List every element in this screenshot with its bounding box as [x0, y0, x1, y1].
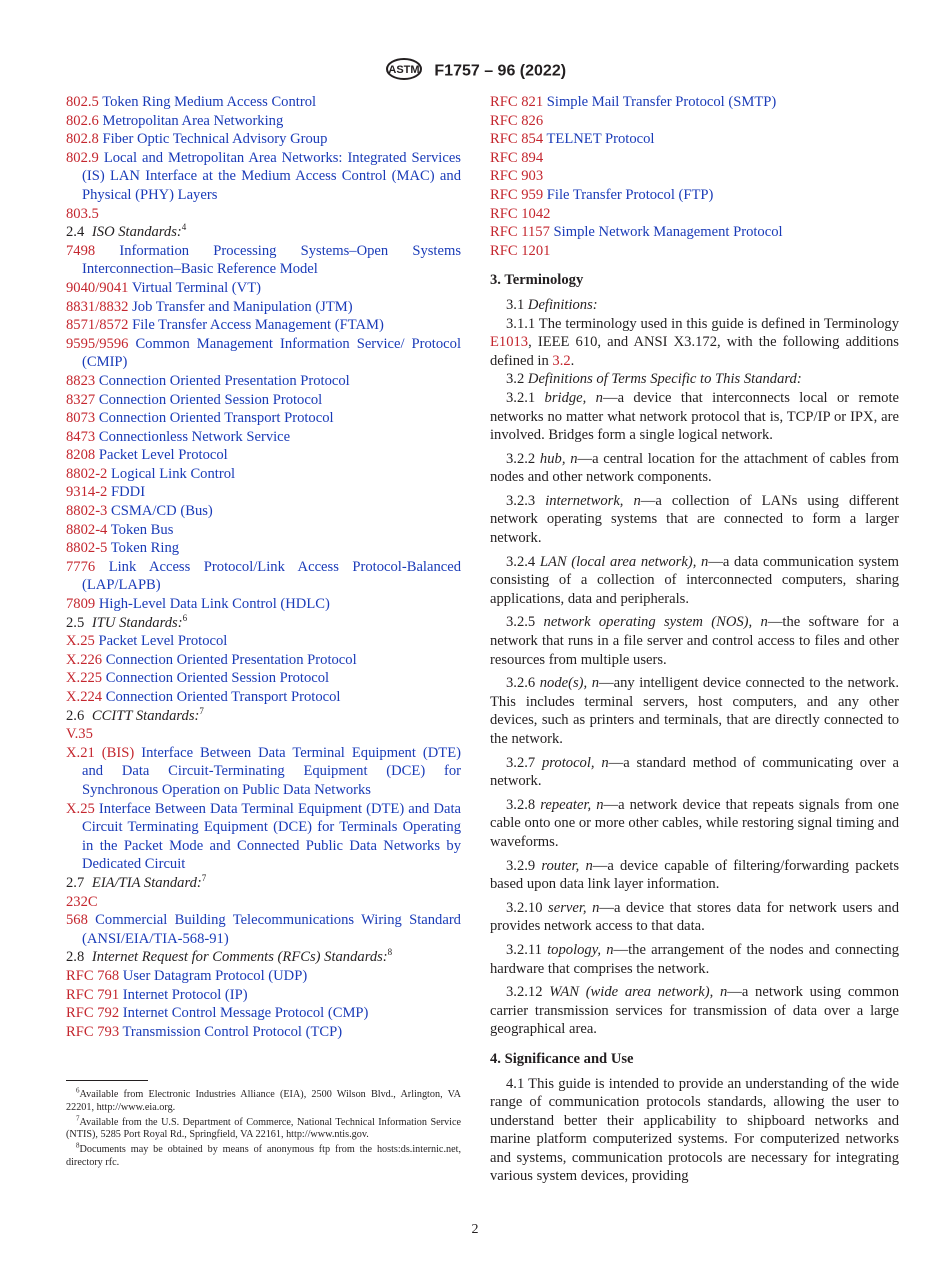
footnote [66, 1141, 461, 1170]
reference-item [66, 651, 461, 670]
reference-item [490, 167, 899, 186]
reference-item [66, 967, 461, 986]
term-definition [490, 754, 899, 791]
reference-title[interactable]: Information Processing Systems–Open Systems Interconnection–Basic Reference Model [82, 242, 461, 278]
reference-title[interactable]: Metropolitan Area Networking [102, 112, 284, 129]
reference-item [490, 130, 899, 149]
reference-number[interactable]: 232C [66, 893, 98, 910]
ieee-reference-list [66, 93, 461, 223]
reference-title[interactable]: Internet Protocol (IP) [122, 986, 248, 1003]
eia-reference-list [66, 893, 461, 949]
reference-number[interactable]: RFC 792 [66, 1005, 120, 1022]
reference-number[interactable]: 9595/9596 [66, 335, 129, 352]
reference-item [490, 223, 899, 242]
term-text: —a central location for the attachment of cables from nodes and other network components. [490, 450, 899, 486]
term-definitions [490, 389, 899, 1039]
reference-item [66, 391, 461, 410]
reference-item [66, 669, 461, 688]
iso-reference-list [66, 242, 461, 614]
reference-title[interactable]: High-Level Data Link Control (HDLC) [98, 596, 330, 613]
reference-number[interactable]: 803.5 [66, 205, 99, 222]
reference-item [66, 279, 461, 298]
reference-number[interactable]: RFC 1157 [490, 224, 550, 241]
term-number: 3.2.12 [506, 984, 543, 1001]
reference-title[interactable]: Connectionless Network Service [98, 428, 291, 445]
reference-title[interactable]: Fiber Optic Technical Advisory Group [102, 131, 328, 148]
reference-item [66, 298, 461, 317]
term-number: 3.2.9 [506, 857, 536, 874]
reference-item [490, 112, 899, 131]
reference-number[interactable]: 8073 [66, 410, 96, 427]
footnote-marker: 8 [76, 1141, 80, 1150]
e1013-link[interactable]: E1013 [490, 334, 529, 351]
reference-number[interactable]: 8823 [66, 372, 96, 389]
reference-title[interactable]: Simple Mail Transfer Protocol (SMTP) [546, 94, 777, 110]
term-definition [490, 389, 899, 445]
reference-title[interactable]: Connection Oriented Presentation Protocol [105, 651, 357, 668]
term-text: —a collection of LANs using different network operating systems that are connected to form a larger network. [490, 492, 899, 547]
footnote-text: Available from Electronic Industries Alliance (EIA), 2500 Wilson Blvd., Arlington, VA 22201, http://www.eia.org. [66, 1089, 461, 1113]
reference-number[interactable]: 7498 [66, 242, 96, 259]
term-text: —a network using common carrier transmission services for transmission of data over a large geographical area. [490, 984, 899, 1038]
reference-number[interactable]: RFC 768 [66, 967, 120, 984]
reference-item [66, 372, 461, 391]
footnotes [66, 1080, 461, 1172]
reference-title[interactable]: Token Ring [110, 540, 180, 557]
term-number: 3.2.10 [506, 899, 543, 916]
reference-number[interactable]: 8802-3 [66, 503, 108, 520]
reference-item [490, 205, 899, 224]
reference-title[interactable]: CSMA/CD (Bus) [111, 503, 213, 520]
term-number: 3.2.5 [506, 614, 536, 631]
term-number: 3.2.11 [506, 941, 542, 958]
reference-number[interactable]: 802.9 [66, 149, 99, 166]
term-definition [490, 674, 899, 748]
reference-number[interactable]: RFC 793 [66, 1023, 120, 1040]
reference-item [66, 1004, 461, 1023]
reference-item [66, 800, 461, 874]
paragraph-4-1: 4.1 This guide is intended to provide an understanding of the wide range of communication protocols standards, allowing the user to understand better their applicability to shipboard networks and marine platform computerized systems. For computerized networks and systems, communication protocols are necessary for integrating various system devices, providing [490, 1075, 899, 1185]
term-name: LAN (local area network), n [539, 553, 709, 570]
reference-title[interactable]: Connection Oriented Presentation Protocol [98, 372, 350, 389]
reference-item [66, 725, 461, 744]
reference-title[interactable]: Simple Network Management Protocol [553, 224, 783, 241]
standard-designation: F1757 – 96 (2022) [434, 62, 567, 80]
specific-definitions-heading: 3.2 Definitions of Terms Specific to This Standard: [506, 371, 802, 388]
reference-title[interactable]: Job Transfer and Manipulation (JTM) [132, 298, 353, 315]
significance-heading: 4. Significance and Use [490, 1050, 634, 1067]
term-name: server, n [548, 899, 600, 916]
term-number: 3.2.3 [506, 492, 536, 509]
page-number: 2 [471, 1222, 479, 1237]
reference-item [66, 521, 461, 540]
reference-title[interactable]: Token Bus [110, 521, 174, 538]
reference-item [66, 428, 461, 447]
term-name: hub, n [539, 450, 578, 467]
reference-number[interactable]: RFC 791 [66, 986, 120, 1003]
reference-title[interactable]: Packet Level Protocol [98, 447, 228, 464]
reference-item [66, 558, 461, 595]
reference-title[interactable]: Connection Oriented Session Protocol [105, 670, 330, 687]
reference-title[interactable]: FDDI [111, 484, 146, 501]
term-name: protocol, n [541, 754, 609, 771]
paragraph-3-1-1: 3.1.1 The terminology used in this guide is defined in Terminology E1013, IEEE 610, and ANSI X3.172, with the following additions defined in 3.2. [490, 315, 899, 369]
reference-number[interactable]: 8473 [66, 428, 96, 445]
reference-number[interactable]: 9314-2 [66, 484, 108, 501]
reference-title[interactable]: Commercial Building Telecommunications Wiring Standard (ANSI/EIA/TIA-568-91) [82, 912, 461, 947]
term-definition [490, 941, 899, 978]
reference-number[interactable]: X.224 [66, 689, 103, 705]
svg-text:ASTM: ASTM [388, 64, 420, 76]
footnote-text: Available from the U.S. Department of Commerce, National Technical Information Service (NTIS), 5285 Port Royal Rd., Springfield, VA 22161, http://www.ntis.gov. [66, 1116, 461, 1141]
reference-number[interactable]: 8208 [66, 447, 96, 464]
term-text: —a standard method of communicating over a network. [490, 754, 899, 790]
rfc-reference-list [66, 967, 461, 1041]
term-name: internetwork, n [545, 492, 641, 509]
reference-number[interactable]: 7809 [66, 596, 96, 613]
reference-item [66, 205, 461, 224]
term-name: repeater, n [540, 796, 604, 813]
term-text: —the software for a network that runs in a file server and control access to files and other resources from multiple users. [490, 614, 899, 668]
reference-number[interactable]: 9040/9041 [66, 279, 129, 296]
reference-item [66, 465, 461, 484]
term-text: —the arrangement of the nodes and connecting hardware that comprises the network. [490, 941, 900, 977]
astm-logo-icon [384, 57, 424, 86]
term-number: 3.2.2 [506, 450, 536, 467]
footnote-marker: 6 [76, 1086, 80, 1095]
term-name: router, n [541, 857, 593, 874]
reference-item [490, 242, 899, 261]
term-number: 3.2.6 [506, 675, 536, 692]
reference-item [66, 316, 461, 335]
reference-item [66, 93, 461, 112]
reference-number[interactable]: 8831/8832 [66, 298, 129, 315]
reference-title[interactable]: Logical Link Control [111, 465, 236, 482]
ccitt-heading: 2.6 CCITT Standards:$^7$ [66, 705, 204, 724]
reference-item [490, 93, 899, 112]
reference-number[interactable]: RFC 854 [490, 131, 544, 148]
reference-item [66, 1023, 461, 1042]
term-name: topology, n [547, 941, 614, 958]
reference-item [66, 632, 461, 651]
reference-title[interactable]: Token Ring Medium Access Control [102, 94, 317, 110]
reference-number[interactable]: 7776 [66, 558, 96, 575]
reference-item [490, 186, 899, 205]
term-definition [490, 983, 899, 1039]
reference-title[interactable]: Common Management Information Service/ Protocol (CMIP) [82, 335, 461, 371]
reference-item [490, 149, 899, 168]
reference-item [66, 112, 461, 131]
itu-reference-list [66, 632, 461, 706]
reference-number[interactable]: 8327 [66, 391, 96, 408]
term-text: —a data communication system consisting of a collection of interconnected computers, sharing applications, data and peripherals. [490, 553, 899, 607]
reference-number[interactable]: RFC 826 [490, 112, 544, 129]
reference-item [66, 502, 461, 521]
reference-number[interactable]: X.25 [66, 800, 95, 817]
reference-title[interactable]: Interface Between Data Terminal Equipment (DTE) and Data Circuit Terminating Equipment (DCE) for Terminals Operating in the Packet Mode and Connected Public Data Networks by Dedicated Circuit [82, 800, 462, 873]
reference-title[interactable]: TELNET Protocol [546, 131, 655, 148]
reference-item [66, 409, 461, 428]
term-definition [490, 553, 899, 609]
reference-number[interactable]: X.226 [66, 651, 103, 668]
footnote [66, 1114, 461, 1143]
footnote-text: Documents may be obtained by means of anonymous ftp from the hosts:ds.internic.net, directory rfc. [66, 1144, 461, 1168]
itu-heading: 2.5 ITU Standards:$^6$ [66, 612, 188, 631]
section-3-2-link[interactable]: 3.2 [552, 352, 571, 369]
reference-title[interactable]: File Transfer Protocol (FTP) [546, 186, 714, 203]
reference-item [66, 595, 461, 614]
reference-number[interactable]: V.35 [66, 726, 93, 743]
reference-number[interactable]: RFC 894 [490, 149, 544, 166]
term-text: —any intelligent device connected to the network. This includes terminal servers, host computers, and any other devices, such as printers and terminals, that are directly connected to the network. [490, 675, 899, 747]
reference-title[interactable]: Local and Metropolitan Area Networks: Integrated Services (IS) LAN Interface at the Medium Access Control (MAC) and Physical (PHY) Layers [82, 149, 461, 203]
reference-item [66, 911, 461, 948]
left-column [66, 93, 461, 1041]
term-number: 3.2.7 [506, 754, 536, 771]
reference-item [66, 446, 461, 465]
reference-title[interactable]: Interface Between Data Terminal Equipment (DTE) and Data Circuit-Terminating Equipment (DCE) for Synchronous Operation on Public Data Networks [82, 744, 461, 798]
right-column [490, 93, 899, 1191]
reference-item [66, 335, 461, 372]
reference-title[interactable]: Connection Oriented Session Protocol [98, 391, 323, 408]
term-name: WAN (wide area network), n [549, 984, 728, 1001]
reference-number[interactable]: RFC 1042 [490, 205, 551, 222]
reference-title[interactable]: Internet Control Message Protocol (CMP) [122, 1005, 369, 1022]
reference-item [66, 986, 461, 1005]
reference-number[interactable]: RFC 1201 [490, 242, 551, 259]
reference-item [66, 539, 461, 558]
reference-number[interactable]: 802.8 [66, 131, 99, 148]
term-text: —a device that interconnects local or remote networks no matter what network protocol that is, TCP/IP or IPX, are involved. Bridges form a single logical network. [490, 389, 899, 444]
term-definition [490, 613, 899, 669]
term-name: node(s), n [539, 675, 599, 692]
eia-heading: 2.7 EIA/TIA Standard:$^7$ [66, 873, 207, 891]
reference-title[interactable]: Transmission Control Protocol (TCP) [122, 1023, 343, 1040]
term-text: —a device that stores data for network users and provides network access to that data. [490, 899, 899, 935]
definitions-heading: 3.1 Definitions: [506, 296, 598, 313]
reference-number[interactable]: 802.6 [66, 112, 99, 129]
term-number: 3.2.4 [506, 553, 536, 570]
reference-item [66, 483, 461, 502]
rfc-heading: 2.8 Internet Request for Comments (RFCs) Standards:$^8$ [66, 947, 393, 966]
ccitt-reference-list [66, 725, 461, 874]
term-definition [490, 492, 899, 548]
term-text: —a network device that repeats signals from one cable onto one or more other cables, while restoring signal timing and waveforms. [490, 796, 899, 850]
reference-number[interactable]: X.21 (BIS) [66, 744, 135, 761]
reference-item [66, 242, 461, 279]
term-definition [490, 796, 899, 852]
rfc-reference-list-continued [490, 93, 899, 260]
reference-item [66, 744, 461, 800]
reference-title[interactable]: Packet Level Protocol [98, 633, 228, 650]
reference-item [66, 688, 461, 707]
footnote-divider [66, 1080, 148, 1081]
footnote-marker: 7 [76, 1114, 80, 1123]
reference-number[interactable]: 8802-5 [66, 540, 108, 557]
reference-number[interactable]: 568 [66, 912, 88, 929]
reference-title[interactable]: Link Access Protocol/Link Access Protocol-Balanced (LAP/LAPB) [82, 558, 461, 594]
term-number: 3.2.8 [506, 796, 536, 813]
reference-number[interactable]: X.225 [66, 670, 103, 687]
term-definition [490, 857, 899, 894]
reference-number[interactable]: RFC 959 [490, 186, 544, 203]
reference-title[interactable]: Connection Oriented Transport Protocol [105, 689, 341, 705]
reference-number[interactable]: X.25 [66, 633, 95, 650]
reference-title[interactable]: File Transfer Access Management (FTAM) [132, 317, 384, 334]
reference-number[interactable]: RFC 821 [490, 94, 544, 110]
footnote [66, 1086, 461, 1115]
reference-title[interactable]: Connection Oriented Transport Protocol [98, 410, 334, 427]
reference-number[interactable]: 8571/8572 [66, 317, 129, 334]
reference-title[interactable]: User Datagram Protocol (UDP) [122, 967, 308, 984]
term-definition [490, 450, 899, 487]
reference-title[interactable]: Virtual Terminal (VT) [131, 279, 261, 296]
reference-number[interactable]: RFC 903 [490, 168, 544, 185]
reference-item [66, 130, 461, 149]
term-definition [490, 899, 899, 936]
iso-heading: 2.4 ISO Standards:$^4$ [66, 222, 187, 241]
reference-number[interactable]: 802.5 [66, 94, 99, 110]
terminology-heading: 3. Terminology [490, 272, 584, 289]
reference-item [66, 149, 461, 205]
page-header [0, 57, 950, 86]
reference-number[interactable]: 8802-4 [66, 521, 108, 538]
term-name: network operating system (NOS), n [543, 614, 768, 631]
term-text: —a device capable of filtering/forwarding packets based upon data link layer information. [490, 857, 900, 893]
reference-item [66, 893, 461, 912]
term-number: 3.2.1 [506, 389, 536, 406]
reference-number[interactable]: 8802-2 [66, 465, 108, 482]
term-name: bridge, n [544, 389, 603, 406]
